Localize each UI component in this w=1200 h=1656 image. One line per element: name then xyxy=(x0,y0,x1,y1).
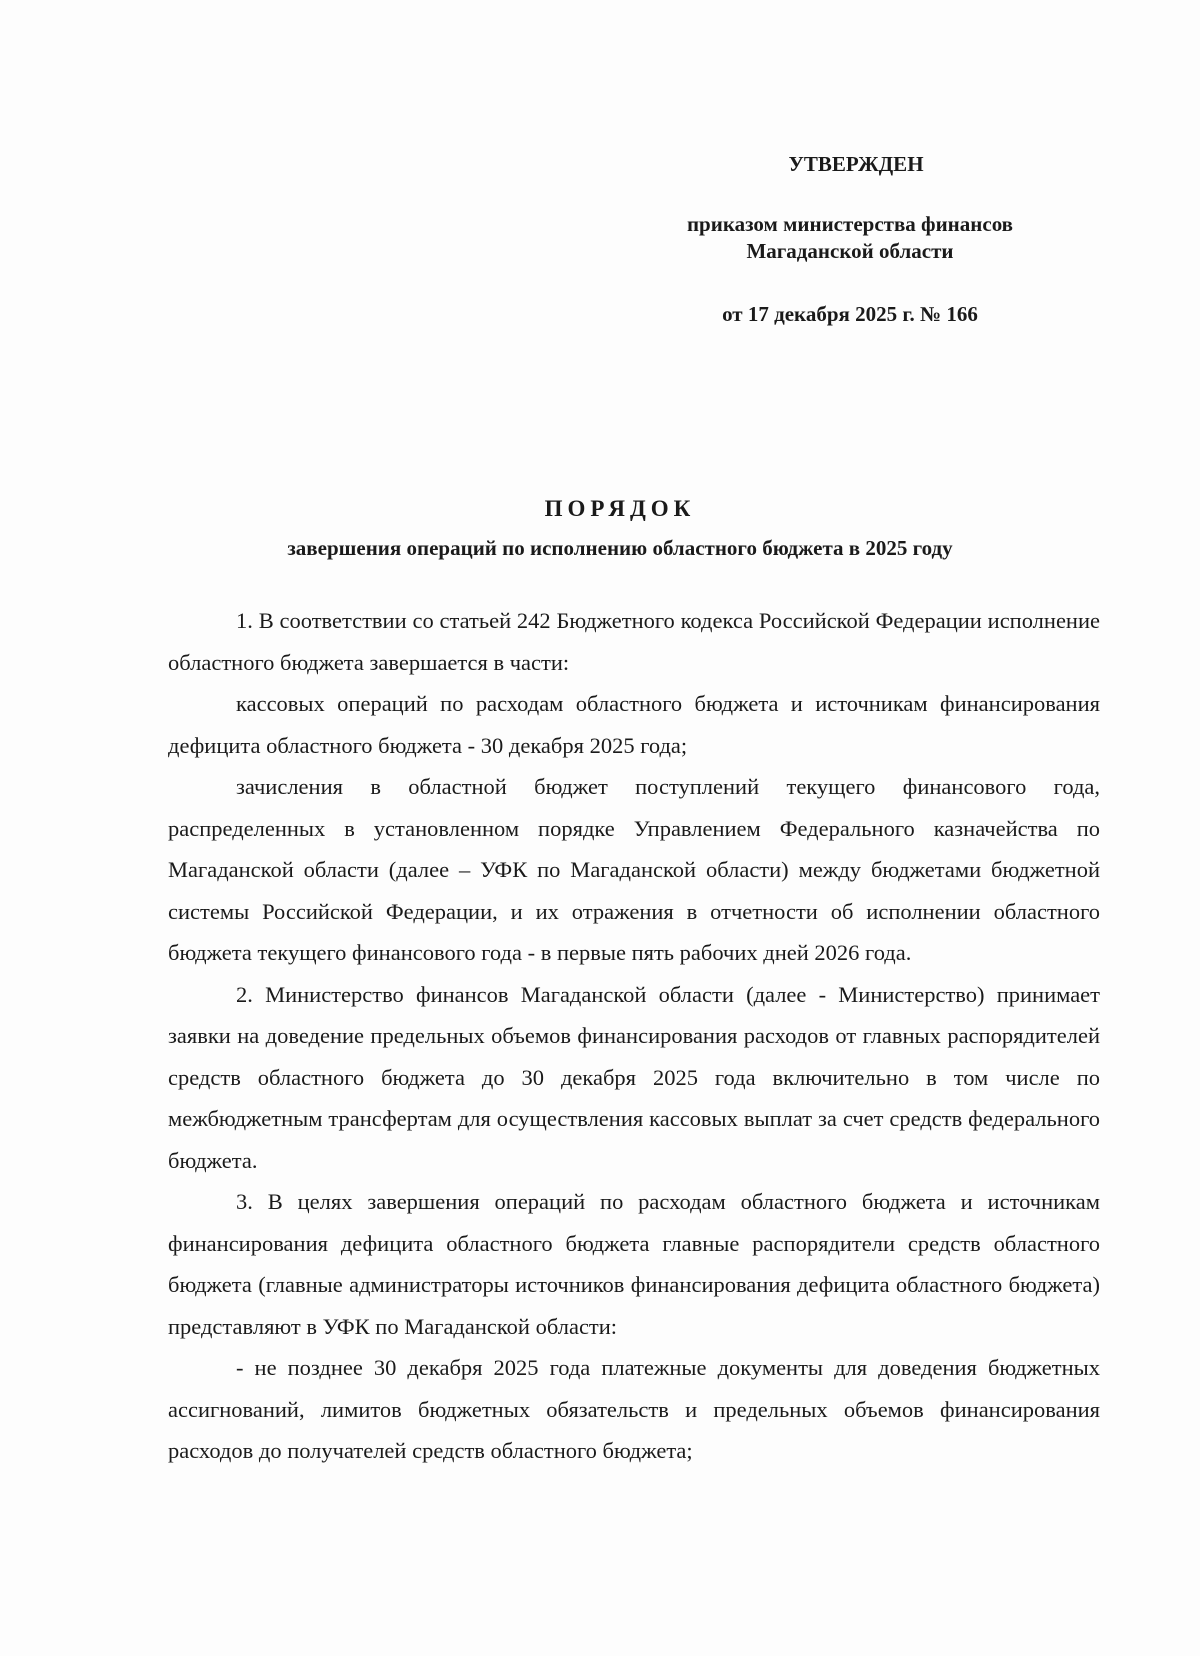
document-subtitle: завершения операций по исполнению областного бюджета в 2025 году xyxy=(287,536,953,560)
document-title: ПОРЯДОК xyxy=(544,496,696,521)
paragraph-1-cash-operations: кассовых операций по расходам областного бюджета и источникам финансирования дефицита областного бюджета - 30 декабря 2025 года; xyxy=(168,691,1100,758)
paragraph-3: 3. В целях завершения операций по расходам областного бюджета и источникам финансирования дефицита областного бюджета главные распорядители средств областного бюджета (главные администраторы источников финансирования дефицита областного бюджета) представляют в УФК по Магаданской области: xyxy=(168,1189,1100,1339)
approval-line-region: Магаданской области xyxy=(746,239,954,263)
paragraph-2: 2. Министерство финансов Магаданской области (далее - Министерство) принимает заявки на доведение предельных объемов финансирования расходов от главных распорядителей средств областного бюджета до 30 декабря 2025 года включительно в том числе по межбюджетным трансфертам для осуществления кассовых выплат за счет средств федерального бюджета. xyxy=(168,981,1100,1173)
document-body xyxy=(168,600,1100,1472)
paragraph-1: 1. В соответствии со статьей 242 Бюджетного кодекса Российской Федерации исполнение областного бюджета завершается в части: xyxy=(168,608,1100,675)
approval-stamp xyxy=(640,152,1060,328)
approval-title: УТВЕРЖДЕН xyxy=(788,152,924,176)
approval-date: от 17 декабря 2025 г. № 166 xyxy=(722,302,978,326)
paragraph-1-revenue-crediting: зачисления в областной бюджет поступлений текущего финансового года, распределенных в установленном порядке Управлением Федерального казначейства по Магаданской области (далее – УФК по Магаданской области) между бюджетами бюджетной системы Российской Федерации, и их отражения в отчетности об исполнении областного бюджета текущего финансового года - в первые пять рабочих дней 2026 года. xyxy=(168,774,1100,965)
document-heading xyxy=(160,496,1080,561)
approval-line-order: приказом министерства финансов xyxy=(686,212,1014,236)
paragraph-3-item-1: - не позднее 30 декабря 2025 года платежные документы для доведения бюджетных ассигнований, лимитов бюджетных обязательств и предельных объемов финансирования расходов до получателей средств областного бюджета; xyxy=(168,1355,1100,1463)
